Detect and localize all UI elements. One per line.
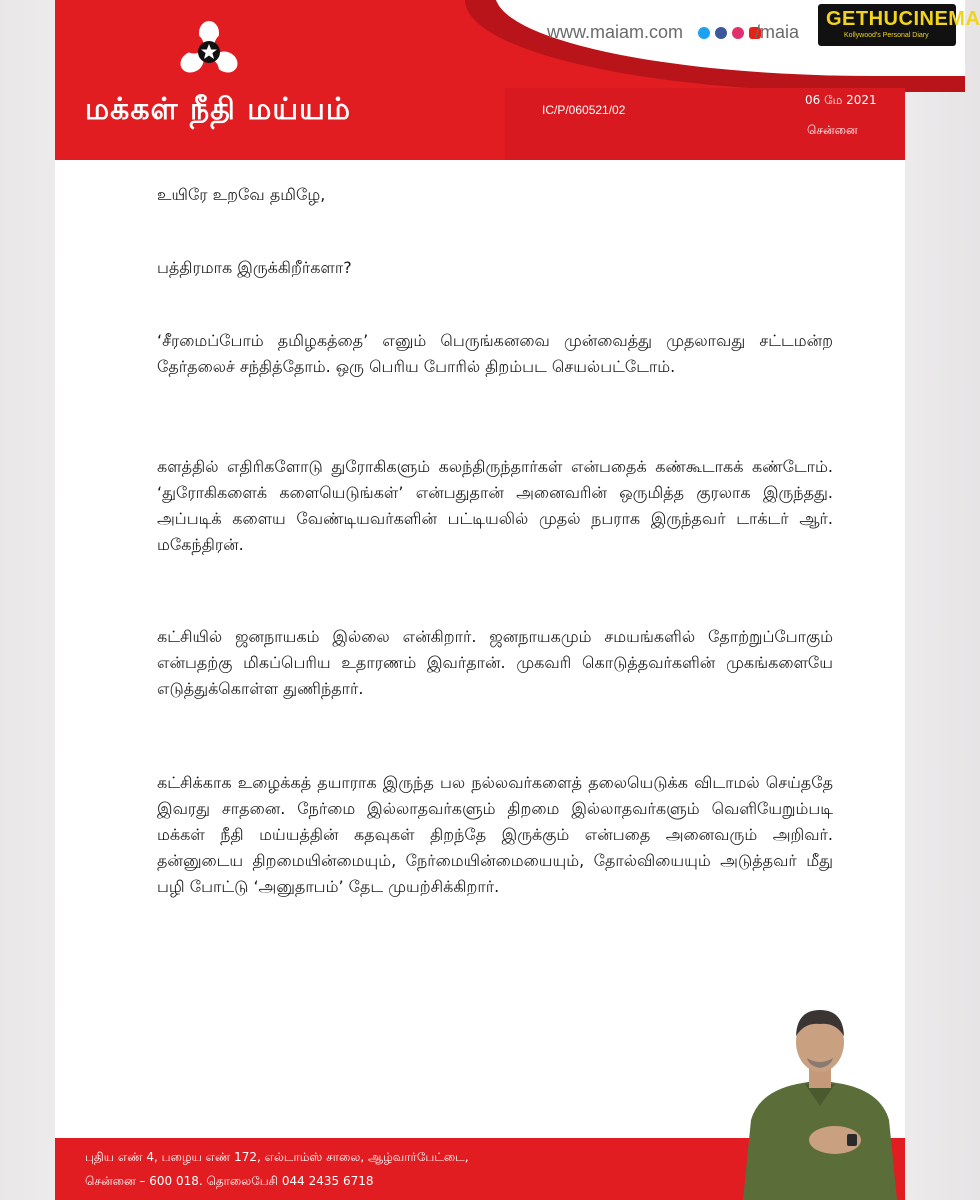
letter-city: சென்னை bbox=[807, 123, 858, 137]
facebook-icon[interactable] bbox=[715, 27, 727, 39]
paragraph-2: களத்தில் எதிரிகளோடு துரோகிகளும் கலந்திருந்தார்கள் என்பதைக் கண்கூடாகக் கண்டோம். ‘துரோகிகளைக் களையெடுங்கள்’ என்பதுதான் அனைவரின் ஒருமித்த குரலாக இருந்தது. அப்படிக் களைய வேண்டியவர்களின் பட்டியலில் முதல் நபராக இருந்தவர் டாக்டர் ஆர். மகேந்திரன். bbox=[157, 457, 833, 554]
salutation: உயிரே உறவே தமிழே, bbox=[157, 185, 326, 204]
watermark-badge bbox=[818, 4, 980, 46]
paragraph-1: ‘சீரமைப்போம் தமிழகத்தை’ எனும் பெருங்கனவை முன்வைத்து முதலாவது சட்டமன்ற தேர்தலைச் சந்தித்தோம். ஒரு பெரிய போரில் திறம்பட செயல்பட்டோம். bbox=[157, 331, 833, 376]
twitter-icon[interactable] bbox=[698, 27, 710, 39]
letter-page bbox=[55, 0, 905, 1200]
party-logo bbox=[177, 20, 241, 84]
opening-question: பத்திரமாக இருக்கிறீர்களா? bbox=[157, 258, 352, 277]
reference-number: IC/P/060521/02 bbox=[542, 103, 626, 117]
letter-date: 06 மே 2021 bbox=[805, 93, 877, 107]
paragraph-4: கட்சிக்காக உழைக்கத் தயாராக இருந்த பல நல்லவர்களைத் தலையெடுக்க விடாமல் செய்ததே இவரது சாதனை. நேர்மை இல்லாதவர்களும் திறமை இல்லாதவர்களும் வெளியேறும்படி மக்கள் நீதி மய்யத்தின் கதவுகள் திறந்தே இருக்கும் என்பதை அனைவரும் அறிவர். தன்னுடைய திறமையின்மையும், நேர்மையின்மையையும், தோல்வியையும் அடுத்தவர் மீது பழி போட்டு ‘அனுதாபம்’ தேட முயற்சிக்கிறார். bbox=[157, 773, 833, 896]
watermark-brand: GETHUCINEMA bbox=[826, 8, 980, 30]
paragraph-3: கட்சியில் ஜனநாயகம் இல்லை என்கிறார். ஜனநாயகமும் சமயங்களில் தோற்றுப்போகும் என்பதற்கு மிகப்பெரிய உதாரணம் இவர்தான். முகவரி கொடுத்தவர்களின் முகங்களையே எடுத்துக்கொள்ள துணிந்தார். bbox=[157, 627, 833, 698]
footer-address-line2: சென்னை – 600 018. தொலைபேசி 044 2435 6718 bbox=[85, 1174, 374, 1188]
instagram-icon[interactable] bbox=[732, 27, 744, 39]
website-link[interactable]: www.maiam.com bbox=[547, 22, 684, 42]
social-handle[interactable]: /maia bbox=[755, 22, 800, 42]
leader-portrait bbox=[735, 1000, 905, 1200]
party-name: மக்கள் நீதி மய்யம் bbox=[85, 92, 352, 127]
watermark-tagline: Kollywood's Personal Diary bbox=[844, 32, 929, 39]
footer-address-line1: புதிய எண் 4, பழைய எண் 172, எல்டாம்ஸ் சாலை, ஆழ்வார்பேட்டை, bbox=[85, 1150, 469, 1164]
